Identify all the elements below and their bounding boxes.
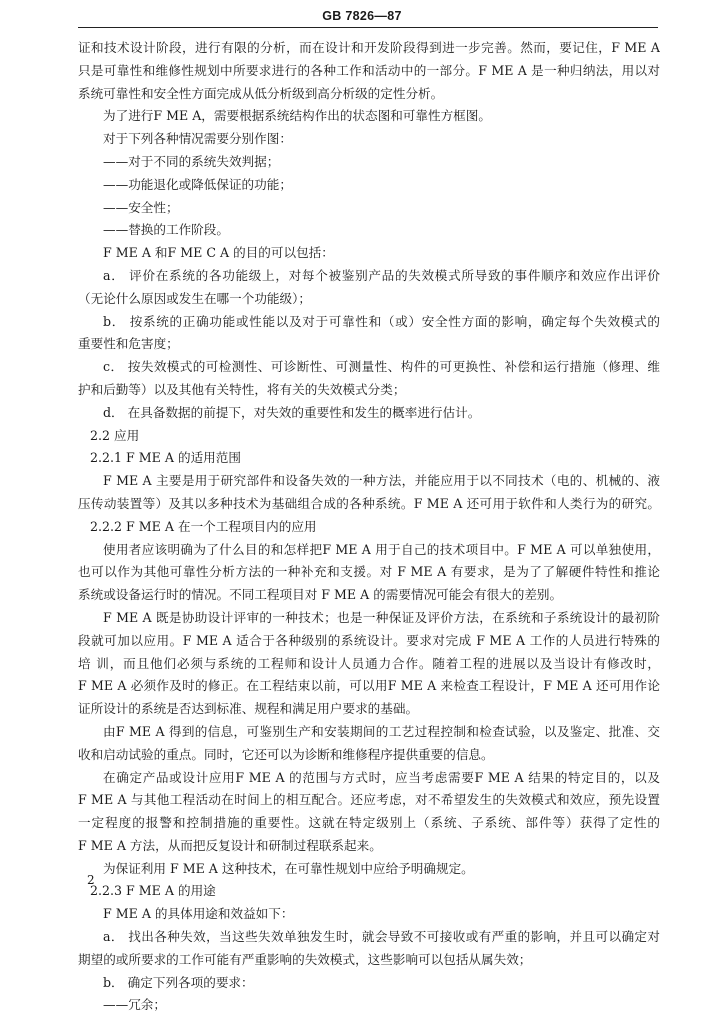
list-item-a: a． 找出各种失效，当这些失效单独发生时，就会导致不可接收或有严重的影响，并且可以确定对 [103,929,660,945]
paragraph-line: 收和启动试验的重点。同时，它还可以为诊断和维修程序提供重要的信息。 [78,746,494,762]
subsection-heading: 2.2.1 F ME A 的适用范围 [90,450,241,466]
paragraph-line: 证和技术设计阶段，进行有限的分析，而在设计和开发阶段得到进一步完善。然而，要记住，F ME A [78,40,660,55]
list-item-b: b． 按系统的正确功能或性能以及对于可靠性和（或）安全性方面的影响，确定每个失效模式的 [103,313,660,329]
paragraph-line: 重要性和危害度； [78,336,179,352]
paragraph-line: 使用者应该明确为了什么目的和怎样把F ME A 用于自己的技术项目中。F ME A 可以单独使用， [103,541,660,557]
paragraph-line: F ME A 方法，从而把反复设计和研制过程联系起来。 [78,837,382,853]
standard-code: GB 7826—87 [322,9,402,23]
paragraph-line: 为了进行F ME A，需要根据系统结构作出的状态图和可靠性方框图。 [103,108,491,124]
paragraph-line: F ME A 既是协助设计评审的一种技术；也是一种保证及评价方法，在系统和子系统设计的最初阶 [103,609,660,625]
subsection-heading: 2.2.3 F ME A 的用途 [90,883,216,899]
paragraph-line: 压传动装置等）及其以多种技术为基础组合成的各种系统。F ME A 还可用于软件和人类行为的研究。 [78,495,660,511]
paragraph-line: 段就可加以应用。F ME A 适合于各种级别的系统设计。要求对完成 F ME A 工作的人员进行特殊的 [78,632,660,648]
paragraph-line: F ME A 必须作及时的修正。在工程结束以前，可以用F ME A 来检查工程设计，F ME A 还可用作论 [78,678,660,694]
dash-item: ——对于不同的系统失效判据； [103,153,280,169]
list-item-a: a． 评价在系统的各功能级上，对每个被鉴别产品的失效模式所导致的事件顺序和效应作出评价 [103,267,660,283]
paragraph-line: F ME A 的具体用途和效益如下： [103,906,294,922]
paragraph-line: 护和后勤等）以及其他有关特性，将有关的失效模式分类； [78,381,406,397]
paragraph-line: 系统或设备运行时的情况。不同工程项目对 F ME A 的需要情况可能会有很大的差别。 [78,587,563,603]
paragraph-line: 对于下列各种情况需要分别作图： [103,131,292,147]
paragraph-line: 为保证利用 F ME A 这种技术，在可靠性规划中应给予明确规定。 [103,860,474,876]
paragraph-line: 证所设计的系统是否达到标准、规程和满足用户要求的基础。 [78,701,419,717]
paragraph-line: 培 训，而且他们必须与系统的工程师和设计人员通力合作。随着工程的进展以及当设计有修改时， [78,655,660,671]
paragraph-line: F ME A 与其他工程活动在时间上的相互配合。还应考虑，对不希望发生的失效模式和效应，预先设置 [78,792,660,808]
list-item-b: b． 确定下列各项的要求： [103,974,254,990]
paragraph-line: 系统可靠性和安全性方面完成从低分析级到高分析级的定性分析。 [78,85,444,101]
dash-item: ——安全性； [103,199,179,215]
header-rule [78,27,658,28]
dash-item: ——替换的工作阶段。 [103,222,229,238]
dash-item: ——冗余； [103,997,166,1013]
paragraph-line: （无论什么原因或发生在哪一个功能级）； [78,290,311,306]
section-heading: 2.2 应用 [90,427,140,443]
list-item-c: c． 按失效模式的可检测性、可诊断性、可测量性、构件的可更换性、补偿和运行措施（修理、维 [103,359,660,375]
document-body [78,37,660,1017]
paragraph-line: 一定程度的报警和控制措施的重要性。这就在特定级别上（系统、子系统、部件等）获得了定性的 [78,815,660,831]
paragraph-line: 只是可靠性和维修性规划中所要求进行的各种工作和活动中的一部分。F ME A 是一种归纳法，用以对 [78,62,660,78]
paragraph-line: F ME A 主要是用于研究部件和设备失效的一种方法，并能应用于以不同技术（电的、机械的、液 [103,473,660,489]
paragraph-line: 期望的或所要求的工作可能有严重影响的失效模式，这些影响可以包括从属失效； [78,951,532,967]
paragraph-line: 在确定产品或设计应用F ME A 的范围与方式时，应当考虑需要F ME A 结果的特定目的，以及 [103,769,660,785]
paragraph-line: 由F ME A 得到的信息，可鉴别生产和安装期间的工艺过程控制和检查试验，以及鉴定、批准、交 [103,723,660,739]
paragraph-line: F ME A 和F ME C A 的目的可以包括： [103,245,334,261]
subsection-heading: 2.2.2 F ME A 在一个工程项目内的应用 [90,518,317,534]
list-item-d: d． 在具备数据的前提下，对失效的重要性和发生的概率进行估计。 [103,404,481,420]
page-number: 2 [87,873,95,887]
dash-item: ——功能退化或降低保证的功能； [103,176,292,192]
paragraph-line: 也可以作为其他可靠性分析方法的一种补充和支援。对 F ME A 有要求，是为了了解硬件特性和推论 [78,564,660,580]
